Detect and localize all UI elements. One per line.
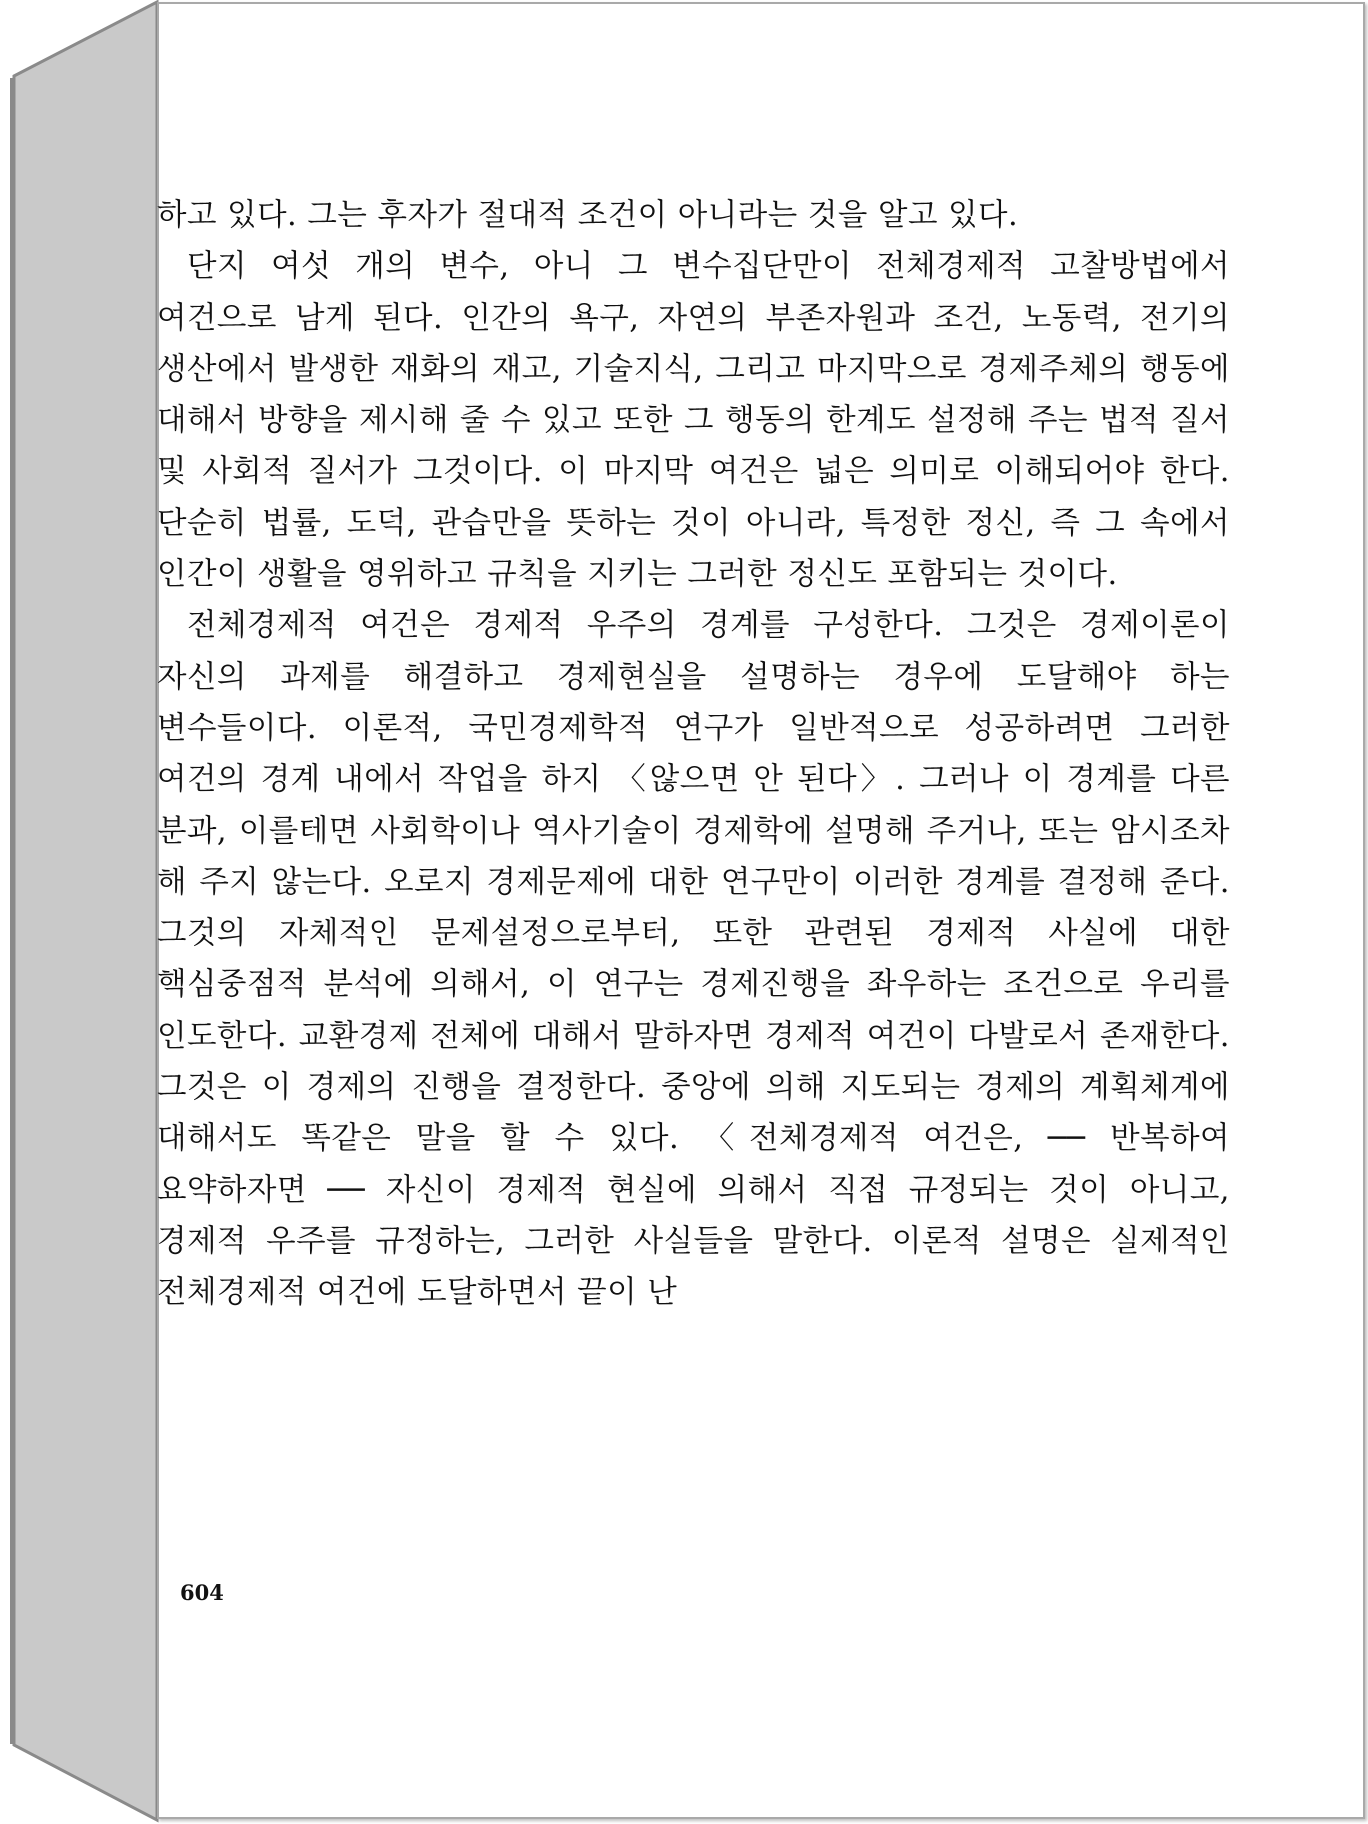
paragraph-1: 하고 있다. 그는 후자가 절대적 조건이 아니라는 것을 알고 있다. [157, 198, 1019, 233]
page-body-text [157, 190, 1230, 1319]
book-side-panel [14, 2, 157, 1820]
page-number: 604 [180, 1580, 224, 1605]
paragraph-2: 단지 여섯 개의 변수, 아니 그 변수집단만이 전체경제적 고찰방법에서 여건으로 남게 된다. 인간의 욕구, 자연의 부존자원과 조건, 노동력, 전기의 생산에서 발생한 재화의 재고, 기술지식, 그리고 마지막으로 경제주체의 행동에 대해서 방향을 제시해 줄 수 있고 또한 그 행동의 한계도 설정해 주는 법적 질서 및 사회적 질서가 그것이다. 이 마지막 여건은 넓은 의미로 이해되어야 한다. 단순히 법률, 도덕, 관습만을 뜻하는 것이 아니라, 특정한 정신, 즉 그 속에서 인간이 생활을 영위하고 규칙을 지키는 그러한 정신도 포함되는 것이다. [157, 249, 1230, 593]
paragraph-3: 전체경제적 여건은 경제적 우주의 경계를 구성한다. 그것은 경제이론이 자신의 과제를 해결하고 경제현실을 설명하는 경우에 도달해야 하는 변수들이다. 이론적, 국민경제학적 연구가 일반적으로 성공하려면 그러한 여건의 경계 내에서 작업을 하지 〈않으면 안 된다〉. 그러나 이 경계를 다른 분과, 이를테면 사회학이나 역사기술이 경제학에 설명해 주거나, 또는 암시조차 해 주지 않는다. 오로지 경제문제에 대한 연구만이 이러한 경계를 결정해 준다. 그것의 자체적인 문제설정으로부터, 또한 관련된 경제적 사실에 대한 핵심중점적 분석에 의해서, 이 연구는 경제진행을 좌우하는 조건으로 우리를 인도한다. 교환경제 전체에 대해서 말하자면 경제적 여건이 다발로서 존재한다. 그것은 이 경제의 진행을 결정한다. 중앙에 의해 지도되는 경제의 계획체계에 대해서도 똑같은 말을 할 수 있다. 〈전체경제적 여건은, ── 반복하여 요약하자면 ── 자신이 경제적 현실에 의해서 직접 규정되는 것이 아니고, 경제적 우주를 규정하는, 그러한 사실들을 말한다. 이론적 설명은 실제적인 전체경제적 여건에 도달하면서 끝이 난 [157, 608, 1230, 1311]
